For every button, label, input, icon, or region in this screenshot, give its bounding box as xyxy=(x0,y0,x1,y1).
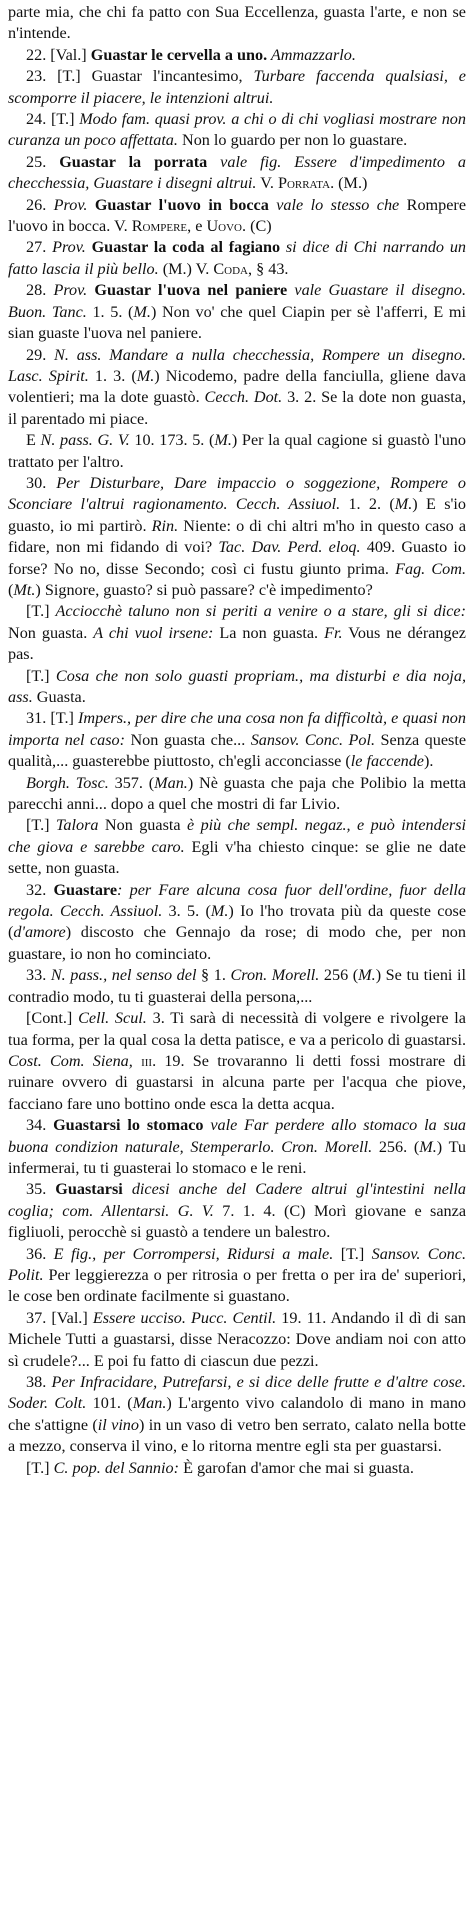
entry-text-segment: ) Nè guasta che paja che Polibio la metta parecchi anni... dopo a quel che mostri di far Livio. xyxy=(8,773,467,814)
entry-text-segment: , § 43. xyxy=(248,259,289,278)
entry-text-segment: 23. [T.] Guastar l'incantesimo, xyxy=(26,67,254,86)
entry-text-segment: . (C) xyxy=(242,217,272,236)
dictionary-entry xyxy=(8,880,466,966)
entry-text-segment: Egli v'ha chiesto cinque: se glie ne date sette, non guasta. xyxy=(8,837,466,878)
entry-text-segment: Guastar l'uovo in bocca xyxy=(87,195,269,214)
entry-text-segment: ) Io l'ho trovata più da queste cose ( xyxy=(8,902,467,942)
dictionary-entry xyxy=(8,430,466,473)
entry-text-segment: 25. xyxy=(26,152,60,171)
entry-text-segment: [T.] xyxy=(26,1458,54,1477)
entry-text-segment: 26. xyxy=(26,195,54,214)
entry-text-segment: M. xyxy=(419,1137,437,1156)
entry-text-segment: 357. ( xyxy=(108,773,155,792)
entry-text-segment: Guastar la coda al fagiano xyxy=(85,238,281,257)
dictionary-entry xyxy=(8,2,466,45)
entry-text-segment: Guastar la porrata xyxy=(59,152,208,171)
entry-text-segment: . 19. Se trovaranno li detti fossi mostrare di ruinare ovvero di guastarsi in alcuna parte per l'acqua che piove, facciano fare uno bottino onde esca la detta acqua. xyxy=(8,1051,467,1113)
entry-text-segment: ) Signore, guasto? si può passare? c'è impedimento? xyxy=(35,580,373,599)
entry-text-segment: M. xyxy=(394,495,413,514)
entry-text-segment: Per Infracidare, Putrefarsi, e si dice delle frutte e d'altre cose. Soder. Colt. xyxy=(8,1373,467,1413)
dictionary-entry xyxy=(8,1115,466,1179)
entry-text-segment: è più che sempl. negaz., e può intendersi che giova e sarebbe caro. xyxy=(8,816,467,856)
entry-text-segment: 36. xyxy=(26,1244,54,1263)
entry-text-segment: M. xyxy=(136,366,155,385)
entry-text-segment: 37. [Val.] xyxy=(26,1308,93,1327)
dictionary-entry xyxy=(8,195,466,238)
entry-text-segment: Prov. xyxy=(53,195,88,214)
entry-text-segment: Per leggierezza o per ritrosia o per fretta o per ira de' superiori, le cose ben ordinate facilmente si guastano. xyxy=(8,1265,466,1306)
entry-text-segment: Guastare xyxy=(53,880,118,899)
entry-text-segment: Senza queste qualità,... guasterebbe piuttosto, ch'egli acconciasse ( xyxy=(8,730,466,771)
entry-text-segment: 7. 1. 4. (C) Morì giovane e sanza figliuoli, perocchè si guastò a tendere un balestro. xyxy=(8,1201,467,1242)
dictionary-entry xyxy=(8,1008,466,1115)
entry-text-segment: Non guasta. xyxy=(8,623,94,642)
entry-text-segment: [T.] xyxy=(333,1244,372,1263)
entry-text-segment: Ammazzarlo. xyxy=(267,45,356,64)
entry-text-segment: 22. [Val.] xyxy=(26,45,91,64)
entry-text-segment: (M.) V. xyxy=(158,259,214,278)
entry-text-segment: Prov. xyxy=(52,238,86,257)
dictionary-entry xyxy=(8,237,466,280)
entry-text-segment: vale lo stesso che xyxy=(268,195,400,214)
entry-text-segment: 32. xyxy=(26,880,54,899)
entry-text-segment: dicesi anche del Cadere altrui gl'intestini nella coglia; com. Allentarsi. G. V. xyxy=(8,1180,466,1220)
entry-text-segment: C. pop. del Sannio: xyxy=(53,1458,180,1477)
entry-text-segment: Porrata xyxy=(277,174,331,193)
dictionary-entry xyxy=(8,345,466,431)
dictionary-entry xyxy=(8,1308,466,1372)
entry-text-segment: parte mia, che chi fa patto con Sua Eccellenza, guasta l'arte, e non se n'intende. xyxy=(8,3,466,43)
entry-text-segment: Guastarsi xyxy=(55,1180,123,1199)
entry-text-segment: ) Per la qual cagione si guastò l'uno trattato per l'altro. xyxy=(8,431,466,471)
entry-text-segment: Fag. Com. xyxy=(395,559,467,578)
entry-text-segment: Vous ne dérangez pas. xyxy=(8,623,466,664)
entry-text-segment: le faccende xyxy=(350,752,424,771)
entry-text-segment: iii xyxy=(141,1051,153,1070)
entry-text-segment: 10. 173. 5. ( xyxy=(129,431,215,450)
entry-text-segment: 38. xyxy=(26,1373,52,1391)
entry-text-segment: N. pass., nel senso del xyxy=(50,966,197,985)
entry-text-segment: Impers., per dire che una cosa non fa difficoltà, e quasi non importa nel caso: xyxy=(8,709,466,749)
dictionary-entry xyxy=(8,109,466,152)
entry-text-segment: 256 ( xyxy=(319,966,359,985)
entry-text-segment: Cron. Morell. xyxy=(230,966,320,985)
entry-text-segment: [T.] xyxy=(26,816,56,835)
dictionary-entry xyxy=(8,1372,466,1458)
entry-text-segment: La non guasta. xyxy=(213,623,325,642)
entry-text-segment: Cecch. Dot. xyxy=(204,388,283,407)
entry-text-segment: Guastarsi lo stomaco xyxy=(53,1116,204,1135)
dictionary-entry xyxy=(8,965,466,1008)
dictionary-entry xyxy=(8,708,466,772)
entry-text-segment: 1. 3. ( xyxy=(88,366,137,385)
entry-text-segment: Uovo xyxy=(206,217,242,236)
dictionary-entry xyxy=(8,1244,466,1308)
entry-text-segment: : per Fare alcuna cosa fuor dell'ordine, fuor della regola. Cecch. Assiuol. xyxy=(8,880,467,921)
dictionary-entry xyxy=(8,666,466,709)
entry-text-segment: Fr. xyxy=(324,623,343,642)
entry-text-segment: E fig., per Corrompersi, Ridursi a male. xyxy=(53,1244,334,1263)
entry-text-segment: Sansov. Conc. Polit. xyxy=(8,1244,467,1284)
entry-text-segment: Rin. xyxy=(151,516,179,535)
entry-text-segment: Borgh. Tosc. xyxy=(26,773,109,792)
dictionary-entry xyxy=(8,773,466,816)
entry-text-segment: 101. ( xyxy=(86,1394,133,1413)
entry-text-segment: ) discosto che Gennajo da rose; di modo che, per non guastare, io non ho cominciato. xyxy=(8,923,466,963)
entry-text-segment: Guastar le cervella a uno. xyxy=(90,45,268,64)
entry-text-segment: M. xyxy=(133,302,151,321)
entry-text-segment: , e xyxy=(187,217,207,236)
entry-text-segment: vale Far perdere allo stomaco la sua buona condizion naturale, Stemperarlo. Cron. Morell. xyxy=(8,1116,467,1156)
entry-text-segment xyxy=(133,1052,141,1070)
entry-text-segment: Sansov. Conc. Pol. xyxy=(250,730,376,749)
entry-text-segment: 24. [T.] xyxy=(26,110,80,129)
entry-text-segment: Turbare faccenda qualsiasi, e scomporre il piacere, le intenzioni altrui. xyxy=(8,67,466,107)
entry-text-segment: [Cont.] xyxy=(26,1009,79,1028)
entry-text-segment: A chi vuol irsene: xyxy=(93,623,214,642)
entry-text-segment: 33. xyxy=(26,966,51,985)
entry-text-segment: Modo fam. quasi prov. a chi o di chi vogliasi mostrare non curanza un poco affettata. xyxy=(8,110,466,150)
entry-text-segment: Niente: o di chi altri m'ho in questo caso a fidare, non mi fidando di voi? xyxy=(8,516,467,557)
entry-text-segment: 35. xyxy=(26,1180,56,1199)
entry-text-segment: E xyxy=(26,431,41,450)
dictionary-entry xyxy=(8,45,466,66)
entry-text-segment: Cosa che non solo guasti propriam., ma disturbi e dia noja, ass. xyxy=(8,666,466,706)
entry-text-segment: 3. 5. ( xyxy=(162,902,211,921)
entry-text-segment: 30. xyxy=(26,473,57,492)
entry-text-segment: N. ass. Mandare a nulla checchessia, Rompere un disegno. Lasc. Spirit. xyxy=(8,345,466,385)
entry-text-segment: 256. ( xyxy=(372,1137,420,1156)
entry-text-segment: Mt. xyxy=(13,580,36,599)
dictionary-entry xyxy=(8,815,466,879)
entry-text-segment: Man. xyxy=(154,773,188,792)
entry-text-segment: [T.] xyxy=(26,602,56,621)
entry-text-segment: Cost. Com. Siena, xyxy=(8,1051,133,1070)
entry-text-segment: Non lo guardo per non lo guastare. xyxy=(177,131,408,150)
entry-text-segment: . (M.) xyxy=(330,174,368,193)
entry-text-segment: 1. 5. ( xyxy=(86,302,134,321)
entry-text-segment: § 1. xyxy=(196,966,231,985)
entry-text-segment: N. pass. G. V. xyxy=(40,431,130,450)
entry-text-segment: d'amore xyxy=(13,923,66,942)
entry-text-segment: ( xyxy=(8,580,14,599)
entry-text-segment: 409. Guasto io forse? No no, disse Secondo; così ci fustu giunto prima. xyxy=(8,538,467,578)
entry-text-segment: Acciocchè taluno non si periti a venire o a stare, gli si dice: xyxy=(55,602,467,621)
entry-text-segment: Non guasta xyxy=(98,816,187,835)
entry-text-segment: ) L'argento vivo calandolo di mano in mano che s'attigne ( xyxy=(8,1394,467,1434)
entry-text-segment: Tac. Dav. Perd. eloq. xyxy=(218,538,361,557)
entry-text-segment: Man. xyxy=(132,1394,167,1413)
entry-text-segment: 1. 2. ( xyxy=(340,495,395,514)
entry-text-segment: ) in un vaso di vetro ben serrato, calato nella botte a mezzo, conserva il vino, e lo ritorna mentre egli sta per guastarsi. xyxy=(8,1415,466,1456)
entry-text-segment: ) E s'io guasto, io mi partirò. xyxy=(8,495,466,535)
entry-text-segment: ) Nicodemo, padre della fanciulla, gliene dava volentieri; ma la dote guastò. xyxy=(8,366,466,407)
dictionary-entry xyxy=(8,1458,466,1479)
dictionary-entry xyxy=(8,1179,466,1243)
entry-text-segment: Rompere l'uovo in bocca. V. xyxy=(8,195,466,236)
entry-text-segment: Guastar l'uova nel paniere xyxy=(87,281,288,300)
dictionary-entry xyxy=(8,280,466,344)
entry-text-segment: ) Non vo' che quel Ciapin per sè l'afferri, E mi sian guaste l'uova nel paniere. xyxy=(8,302,466,343)
entry-text-segment: ) Tu infermerai, tu ti guasterai lo stomaco e le reni. xyxy=(8,1137,466,1177)
entry-text-segment: M. xyxy=(214,431,232,450)
entry-text-segment: [T.] xyxy=(26,666,56,685)
entry-text-segment: Non guasta che... xyxy=(125,730,251,749)
entry-text-segment: Guasta. xyxy=(32,688,86,706)
entry-text-segment: Essere ucciso. Pucc. Centil. xyxy=(92,1308,277,1327)
entry-text-segment: Rompere xyxy=(131,217,188,236)
entry-text-segment: Talora xyxy=(55,816,99,835)
entry-text-segment: vale fig. Essere d'impedimento a checchessia, Guastare i disegni altrui. xyxy=(8,152,467,193)
entry-text-segment: È garofan d'amor che mai si guasta. xyxy=(179,1458,414,1477)
entry-text-segment: 29. xyxy=(26,345,55,364)
entry-text-segment: Cell. Scul. xyxy=(78,1009,147,1028)
entry-text-segment: ). xyxy=(424,752,434,771)
entry-text-segment: si dice di Chi narrando un fatto lascia il più bello. xyxy=(8,238,467,278)
entry-text-segment: ) Se tu tieni il contradio modo, tu ti guasterai della persona,... xyxy=(8,966,466,1006)
dictionary-entry xyxy=(8,473,466,601)
entry-text-segment: V. xyxy=(256,174,278,193)
dictionary-entry xyxy=(8,152,466,195)
entry-text-segment: M. xyxy=(210,902,229,921)
entry-text-segment: vale Guastare il disegno. Buon. Tanc. xyxy=(8,281,467,321)
entry-text-segment: 3. 2. Se la dote non guasta, il parentado mi piace. xyxy=(8,388,467,428)
entry-text-segment: Prov. xyxy=(53,281,88,300)
entry-text-segment: M. xyxy=(358,966,376,985)
entry-text-segment: Per Disturbare, Dare impaccio o soggezione, Rompere o Sconciare l'altrui ragionamento. Cecch. Assiuol. xyxy=(8,473,467,514)
entry-text-segment: 19. 11. Andando il dì di san Michele Tutti a guastarsi, disse Neracozzo: Dove andiam noi con atto sì crudele?... E poi fu fatto di ciascun due pezzi. xyxy=(8,1308,466,1370)
dictionary-entry xyxy=(8,66,466,109)
entry-text-segment: 34. xyxy=(26,1116,54,1135)
entry-text-segment: 28. xyxy=(26,281,54,300)
entry-text-segment: il vino xyxy=(97,1415,139,1434)
entry-text-segment: Coda xyxy=(213,259,248,278)
dictionary-entry xyxy=(8,601,466,665)
entry-text-segment: 3. Ti sarà di necessità di volgere e rivolgere la tua forma, per la qual cosa la detta patisce, e va a pericolo di guastarsi. xyxy=(8,1009,466,1049)
entry-text-segment: 31. [T.] xyxy=(26,709,79,728)
entry-text-segment: 27. xyxy=(26,238,53,257)
